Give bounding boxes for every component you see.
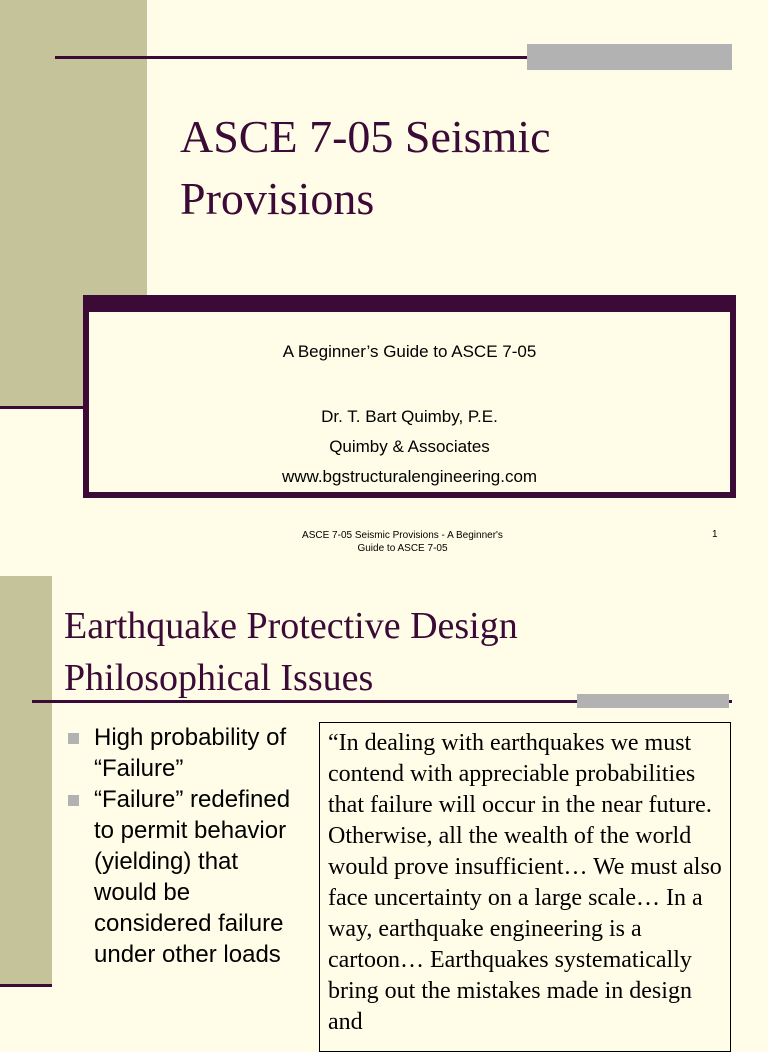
slide1-author: Dr. T. Bart Quimby, P.E. [321, 407, 498, 426]
slide1-author-block [89, 402, 730, 492]
slide2-side-panel [0, 576, 52, 986]
slide2-side-rule [0, 984, 52, 987]
slide1-website[interactable]: www.bgstructuralengineering.com [281, 467, 538, 486]
slide1-title: ASCE 7-05 Seismic Provisions [180, 111, 551, 224]
slide2-quote-box [319, 722, 731, 1052]
bullet-text: “Failure” redefined to permit behavior (yielding) that would be considered failure under other loads [94, 786, 291, 968]
list-item [66, 722, 306, 784]
slide1-subtitle-box-inner [89, 312, 730, 492]
square-bullet-icon [68, 795, 79, 806]
slide1-subtitle: A Beginner’s Guide to ASCE 7-05 [282, 342, 537, 361]
slide1-subtitle-box [83, 295, 736, 498]
slide2-bullet-list [66, 722, 306, 970]
list-item [66, 784, 306, 970]
slide1-grey-accent-bar [527, 44, 732, 70]
bullet-text: High probability of “Failure” [94, 724, 287, 782]
slide1-side-rule [0, 406, 84, 409]
slide2-grey-accent-bar [577, 694, 729, 708]
slide1-page-number: 1 [712, 529, 718, 540]
slide1-footer: ASCE 7-05 Seismic Provisions - A Beginner's Guide to ASCE 7-05 [302, 530, 503, 554]
slide2-quote-text: “In dealing with earthquakes we must contend with appreciable probabilities that failure will occur in the near future. Otherwise, all the wealth of the world would prove insufficient… We must also face uncertainty on a large scale… In a way, earthquake engineering is a cartoon… Earthquakes systematically bring out the mistakes made in design and [328, 730, 722, 1035]
square-bullet-icon [68, 733, 79, 744]
slide1-company: Quimby & Associates [329, 437, 490, 456]
slide2-title: Earthquake Protective Design Philosophical Issues [64, 605, 518, 699]
